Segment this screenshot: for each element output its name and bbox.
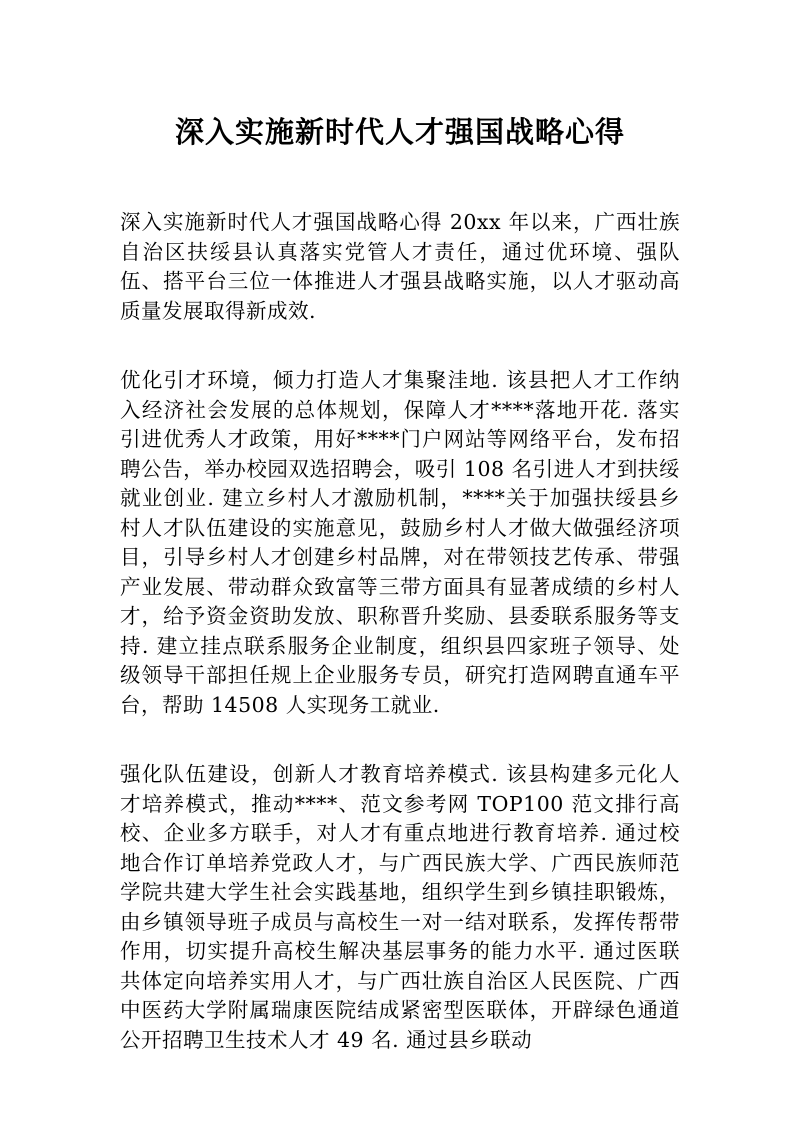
document-title: 深入实施新时代人才强国战略心得 xyxy=(174,115,625,149)
document-body xyxy=(120,208,680,1095)
paragraph-team-building: 强化队伍建设，创新人才教育培养模式. 该县构建多元化人才培养模式，推动****、范文参考网 TOP100 范文排行高校、企业多方联手，对人才有重点地进行教育培养. 通过校地合作订单培养党政人才，与广西民族大学、广西民族师范学院共建大学生社会实践基地，组织学生到乡镇挂职锻炼，由乡镇领导班子成员与高校生一对一结对联系，发挥传帮带作用，切实提升高校生解决基层事务的能力水平. 通过医联共体定向培养实用人才，与广西壮族自治区人民医院、广西中医药大学附属瑞康医院结成紧密型医联体，开辟绿色通道公开招聘卫生技术人才 49 名. 通过县乡联动 xyxy=(120,762,680,1052)
paragraph-talent-environment: 优化引才环境，倾力打造人才集聚洼地. 该县把人才工作纳入经济社会发展的总体规划，保障人才****落地开花. 落实引进优秀人才政策，用好****门户网站等网络平台，发布招聘公告，举办校园双选招聘会，吸引 108 名引进人才到扶绥就业创业. 建立乡村人才激励机制，****关于加强扶绥县乡村人才队伍建设的实施意见，鼓励乡村人才做大做强经济项目，引导乡村人才创建乡村品牌，对在带领技艺传承、带强产业发展、带动群众致富等三带方面具有显著成绩的乡村人才，给予资金资助发放、职称晋升奖励、县委联系服务等支持. 建立挂点联系服务企业制度，组织县四家班子领导、处级领导干部担任规上企业服务专员，研究打造网聘直通车平台，帮助 14508 人实现务工就业. xyxy=(120,368,680,717)
paragraph-intro: 深入实施新时代人才强国战略心得 20xx 年以来，广西壮族自治区扶绥县认真落实党管人才责任，通过优环境、强队伍、搭平台三位一体推进人才强县战略实施，以人才驱动高质量发展取得新成效. xyxy=(120,210,680,323)
